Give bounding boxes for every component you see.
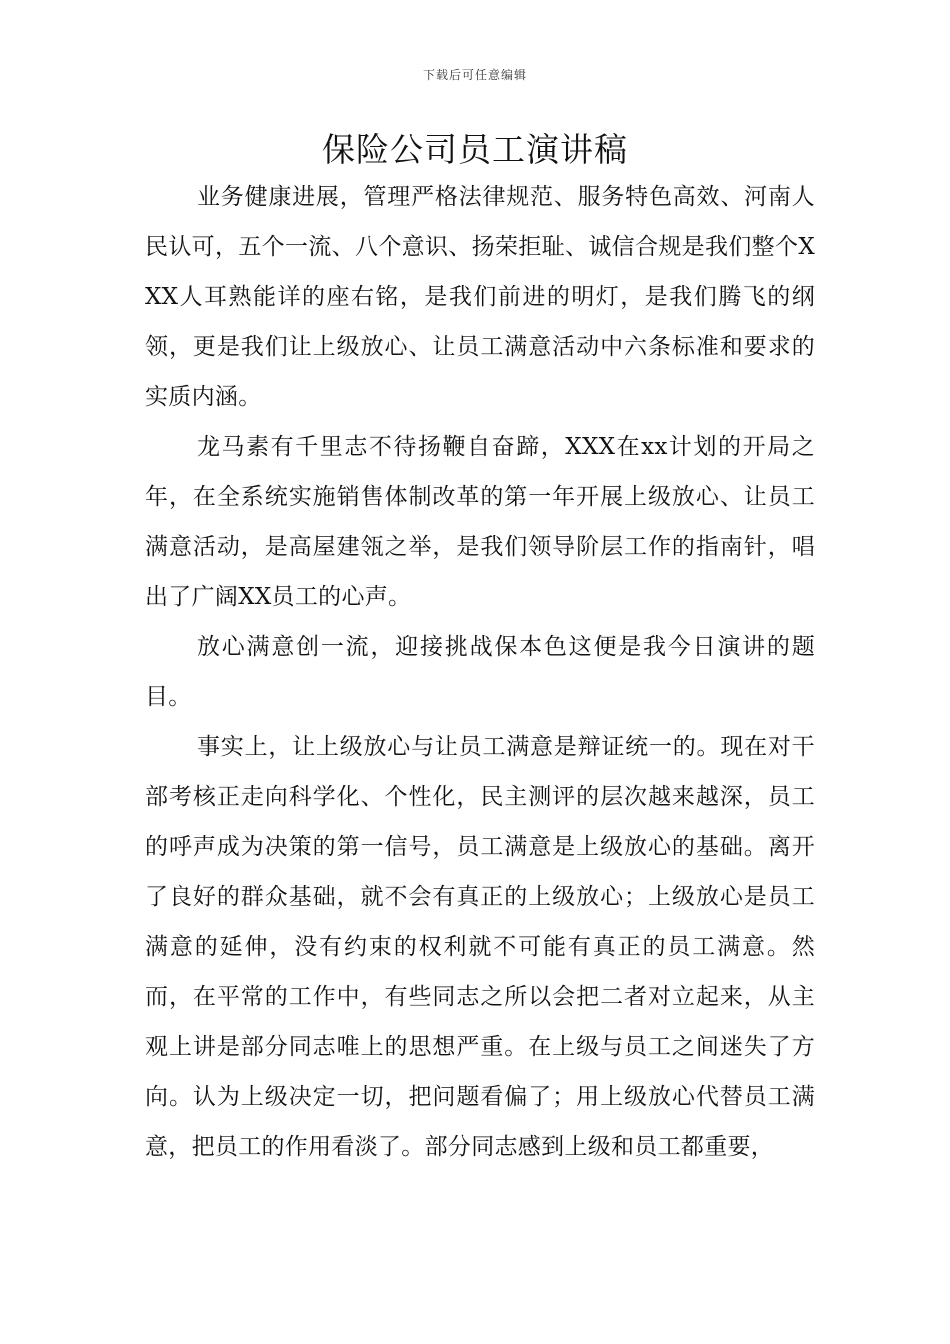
- paragraph-3: 放心满意创一流，迎接挑战保本色这便是我今日演讲的题目。: [145, 634, 815, 710]
- paragraph-2: 龙马素有千里志不待扬鞭自奋蹄，XXX在xx计划的开局之年，在全系统实施销售体制改革的第一年开展上级放心、让员工满意活动，是高屋建瓴之举，是我们领导阶层工作的指南针，唱出了广阔XX员工的心声。: [145, 434, 815, 610]
- document-title: 保险公司员工演讲稿: [322, 130, 628, 169]
- paragraph-4: 事实上，让上级放心与让员工满意是辩证统一的。现在对干部考核正走向科学化、个性化，民主测评的层次越来越深，员工的呼声成为决策的第一信号，员工满意是上级放心的基础。离开了良好的群众基础，就不会有真正的上级放心；上级放心是员工满意的延伸，没有约束的权利就不可能有真正的员工满意。然而，在平常的工作中，有些同志之所以会把二者对立起来，从主观上讲是部分同志唯上的思想严重。在上级与员工之间迷失了方向。认为上级决定一切，把问题看偏了；用上级放心代替员工满意，把员工的作用看淡了。部分同志感到上级和员工都重要，: [145, 734, 815, 1160]
- paragraph-1: 业务健康进展，管理严格法律规范、服务特色高效、河南人民认可，五个一流、八个意识、扬荣拒耻、诚信合规是我们整个XXX人耳熟能详的座右铭，是我们前进的明灯，是我们腾飞的纲领，更是我们让上级放心、让员工满意活动中六条标准和要求的实质内涵。: [145, 184, 815, 410]
- header-note: 下载后可任意编辑: [422, 68, 527, 82]
- document-body: [145, 172, 815, 1172]
